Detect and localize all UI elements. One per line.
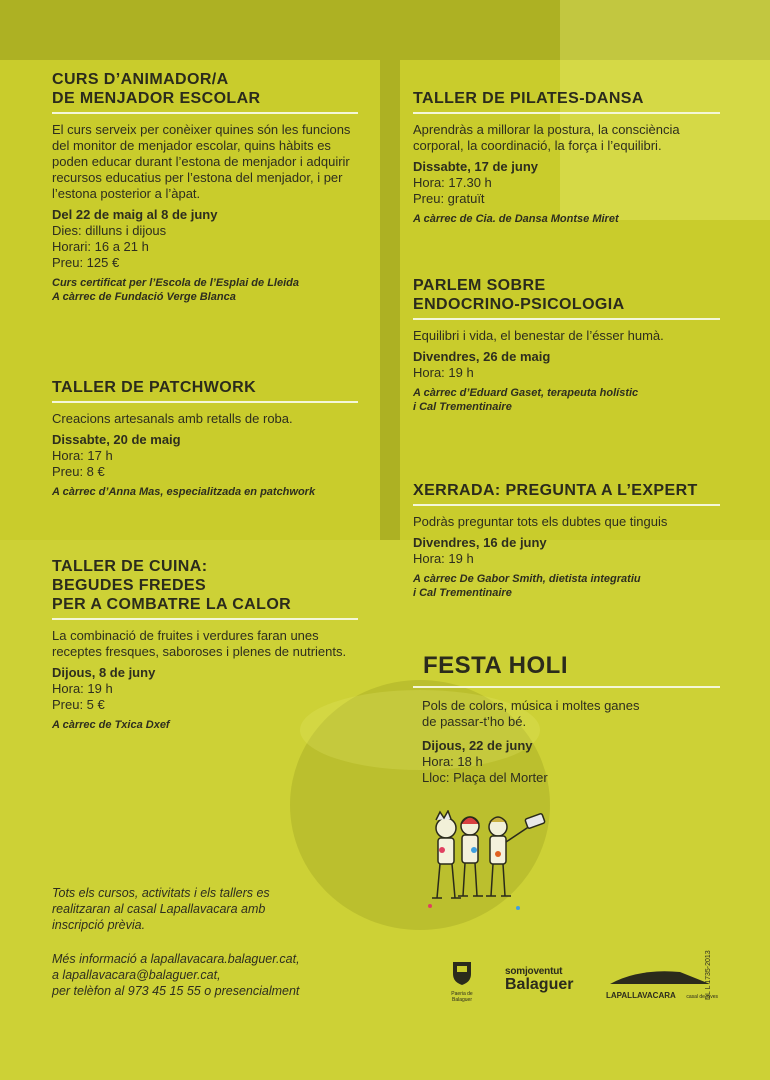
legal-deposit: DL L 1735-2013 xyxy=(705,950,712,1000)
festa-description-line: Pols de colors, música i moltes ganes xyxy=(422,698,640,713)
event-organizer: Curs certificat per l’Escola de l’Esplai de Lleida A càrrec de Fundació Verge Blanca xyxy=(52,277,299,303)
event-hours: Hora: 19 h xyxy=(413,551,474,566)
paeria-logo: Paeria de Balaguer xyxy=(442,960,482,1003)
event-description: Equilibri i vida, el benestar de l’ésser humà. xyxy=(413,328,664,343)
building-icon xyxy=(606,966,718,986)
event-date: Dijous, 8 de juny xyxy=(52,665,156,680)
event-hours: Hora: 18 h xyxy=(422,754,483,769)
event-description: El curs serveix per conèixer quines són les funcions del monitor de menjador escolar, quins hàbits es poden educar durant l’estona de menjador i adquirir recursos educatius per l’estona del menjador, i per l’estona posterior a l’àpat. xyxy=(52,122,351,201)
lapallavacara-logo: LAPALLAVACARA casal de joves xyxy=(606,966,718,1000)
divider xyxy=(413,504,720,506)
event-price: Preu: gratuït xyxy=(413,191,485,206)
festa-title: FESTA HOLI xyxy=(423,652,568,679)
event-hours: Hora: 17.30 h xyxy=(413,175,492,190)
event-title: TALLER DE PATCHWORK xyxy=(52,379,257,396)
characters-illustration xyxy=(418,810,558,915)
event-hours: Hora: 17 h xyxy=(52,448,113,463)
somjoventut-logo: somjoventut Balaguer xyxy=(505,966,574,993)
event-title: PARLEM SOBRE ENDOCRINO-PSICOLOGIA xyxy=(413,277,625,313)
event-xerrada xyxy=(413,481,720,600)
event-title: CURS D’ANIMADOR/A DE MENJADOR ESCOLAR xyxy=(52,71,261,107)
event-date: Divendres, 26 de maig xyxy=(413,349,551,364)
event-title: XERRADA: PREGUNTA A L’EXPERT xyxy=(413,482,698,499)
event-title: TALLER DE PILATES-DANSA xyxy=(413,90,644,107)
event-organizer: A càrrec De Gabor Smith, dietista integratiu i Cal Trementinaire xyxy=(413,573,641,599)
divider xyxy=(413,318,720,320)
event-hours: Hora: 19 h xyxy=(413,365,474,380)
event-hours: Hora: 19 h xyxy=(52,681,113,696)
event-date: Del 22 de maig al 8 de juny xyxy=(52,207,218,222)
event-organizer: A càrrec d’Eduard Gaset, terapeuta holístic i Cal Trementinaire xyxy=(413,387,639,413)
event-hours: Horari: 16 a 21 h xyxy=(52,239,149,254)
event-organizer: A càrrec de Txica Dxef xyxy=(52,719,170,731)
event-description: La combinació de fruites i verdures faran unes receptes fresques, saboroses i plenes de nutrients. xyxy=(52,628,347,659)
event-price: Preu: 8 € xyxy=(52,464,105,479)
event-description: Creacions artesanals amb retalls de roba. xyxy=(52,411,293,426)
event-date: Dissabte, 17 de juny xyxy=(413,159,538,174)
event-location: Lloc: Plaça del Morter xyxy=(422,770,548,785)
divider xyxy=(52,112,358,114)
event-patchwork xyxy=(52,378,358,499)
festa-description-line: de passar-t’ho bé. xyxy=(422,714,527,729)
event-curs-animador xyxy=(52,70,358,304)
divider xyxy=(52,401,358,403)
event-days: Dies: dilluns i dijous xyxy=(52,223,167,238)
event-festa-holi xyxy=(413,652,720,786)
divider xyxy=(413,112,720,114)
event-description: Podràs preguntar tots els dubtes que tinguis xyxy=(413,514,668,529)
shield-icon xyxy=(451,960,473,986)
event-organizer: A càrrec de Cia. de Dansa Montse Miret xyxy=(413,213,619,225)
event-organizer: A càrrec d’Anna Mas, especialitzada en patchwork xyxy=(52,486,316,498)
event-cuina xyxy=(52,557,358,732)
event-pilates xyxy=(413,89,720,226)
event-price: Preu: 5 € xyxy=(52,697,105,712)
divider xyxy=(413,686,720,688)
event-title: TALLER DE CUINA: BEGUDES FREDES PER A COMBATRE LA CALOR xyxy=(52,558,292,613)
event-description: Aprendràs a millorar la postura, la consciència corporal, la coordinació, la força i l’equilibri. xyxy=(413,122,680,153)
event-date: Dissabte, 20 de maig xyxy=(52,432,181,447)
footer-info: Tots els cursos, activitats i els tallers es realitzaran al casal Lapallavacara amb inscripció prèvia. Més informació a lapallavacara.balaguer.cat, a lapallavacara@balaguer.cat, per telèfon al 973 45 15 55 o presencialment xyxy=(52,886,300,998)
divider xyxy=(52,618,358,620)
event-endocrino xyxy=(413,276,720,414)
event-date: Divendres, 16 de juny xyxy=(413,535,547,550)
event-date: Dijous, 22 de juny xyxy=(422,738,533,753)
event-price: Preu: 125 € xyxy=(52,255,120,270)
